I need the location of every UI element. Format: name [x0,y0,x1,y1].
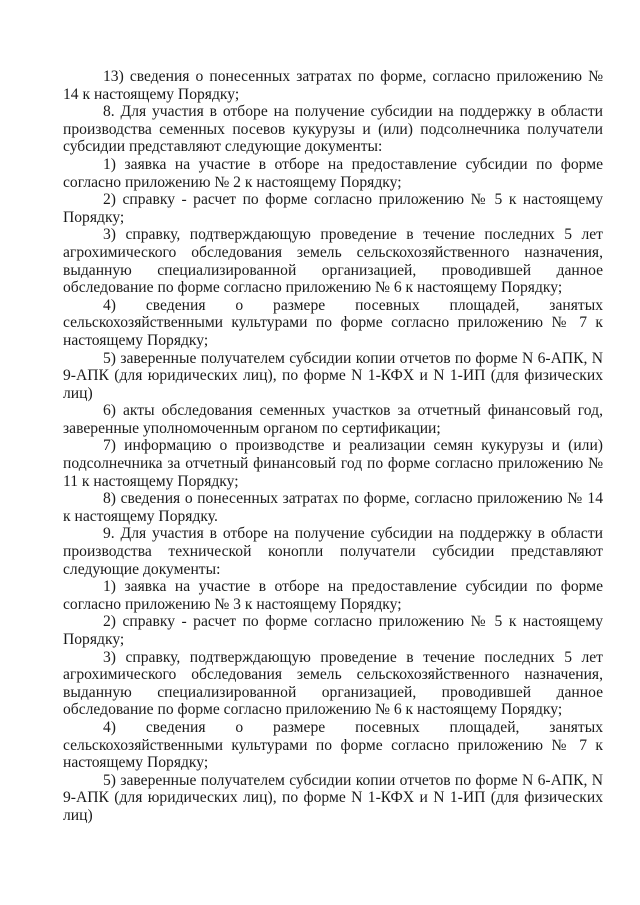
paragraph-9-intro: 9. Для участия в отборе на получение субсидии на поддержку в области производства технической конопли получатели субсидии представляют следующие документы: [63,525,603,578]
paragraph-8-item-3: 3) справку, подтверждающую проведение в течение последних 5 лет агрохимического обследования земель сельскохозяйственного назначения, выданную специализированной организацией, проводившей данное обследование по форме согласно приложению № 6 к настоящему Порядку; [63,226,603,297]
paragraph-8-item-8: 8) сведения о понесенных затратах по форме, согласно приложению № 14 к настоящему Порядку. [63,490,603,525]
paragraph-8-item-5: 5) заверенные получателем субсидии копии отчетов по форме N 6-АПК, N 9-АПК (для юридических лиц), по форме N 1-КФХ и N 1-ИП (для физических лиц) [63,349,603,402]
paragraph-8-intro: 8. Для участия в отборе на получение субсидии на поддержку в области производства семенных посевов кукурузы и (или) подсолнечника получатели субсидии представляют следующие документы: [63,103,603,156]
paragraph-9-item-5: 5) заверенные получателем субсидии копии отчетов по форме N 6-АПК, N 9-АПК (для юридических лиц), по форме N 1-КФХ и N 1-ИП (для физических лиц) [63,771,603,824]
paragraph-8-item-2: 2) справку - расчет по форме согласно приложению № 5 к настоящему Порядку; [63,191,603,226]
paragraph-8-item-6: 6) акты обследования семенных участков за отчетный финансовый год, заверенные уполномоченным органом по сертификации; [63,402,603,437]
paragraph-9-item-4: 4) сведения о размере посевных площадей, занятых сельскохозяйственными культурами по форме согласно приложению № 7 к настоящему Порядку; [63,718,603,772]
paragraph-13-costs: 13) сведения о понесенных затратах по форме, согласно приложению № 14 к настоящему Порядку; [63,68,603,103]
paragraph-9-item-2: 2) справку - расчет по форме согласно приложению № 5 к настоящему Порядку; [63,613,603,648]
paragraph-8-item-4: 4) сведения о размере посевных площадей, занятых сельскохозяйственными культурами по форме согласно приложению № 7 к настоящему Порядку; [63,296,603,349]
paragraph-8-item-1: 1) заявка на участие в отборе на предоставление субсидии по форме согласно приложению № 2 к настоящему Порядку; [63,155,603,191]
paragraph-9-item-1: 1) заявка на участие в отборе на предоставление субсидии по форме согласно приложению № 3 к настоящему Порядку; [63,578,603,613]
paragraph-9-item-3: 3) справку, подтверждающую проведение в течение последних 5 лет агрохимического обследования земель сельскохозяйственного назначения, выданную специализированной организацией, проводившей данное обследование по форме согласно приложению № 6 к настоящему Порядку; [63,648,603,719]
document-page [63,68,603,825]
paragraph-8-item-7: 7) информацию о производстве и реализации семян кукурузы и (или) подсолнечника за отчетный финансовый год по форме согласно приложению № 11 к настоящему Порядку; [63,437,603,490]
